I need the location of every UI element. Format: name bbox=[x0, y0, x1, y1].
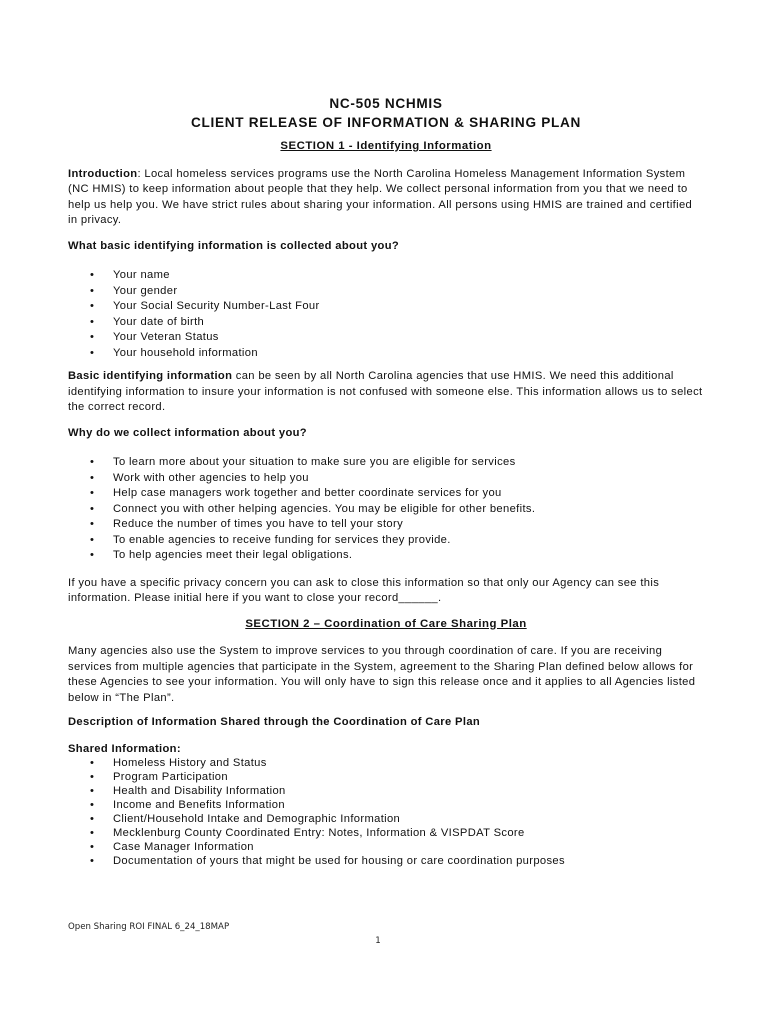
list-item: • Income and Benefits Information bbox=[113, 798, 704, 812]
list-item: • Documentation of yours that might be used for housing or care coordination purposes bbox=[113, 854, 704, 868]
introduction-text: : Local homeless services programs use the North Carolina Homeless Management Information System (NC HMIS) to keep information about people that they help. We collect personal information from you that we need to help us help you. We have strict rules about sharing your information. All persons using HMIS are trained and certified in privacy. bbox=[68, 167, 693, 226]
list-item: • Health and Disability Information bbox=[113, 784, 704, 798]
collected-items-list bbox=[68, 268, 704, 361]
list-item: • Help case managers work together and better coordinate services for you bbox=[113, 486, 704, 502]
shared-items-list bbox=[68, 756, 704, 868]
question-collected: What basic identifying information is collected about you? bbox=[68, 239, 400, 252]
list-item: • To help agencies meet their legal obligations. bbox=[113, 548, 704, 564]
list-item: • Client/Household Intake and Demographic Information bbox=[113, 812, 704, 826]
page-number: 1 bbox=[375, 936, 381, 946]
list-item: • Your Veteran Status bbox=[113, 330, 704, 346]
introduction-label: Introduction bbox=[68, 167, 138, 180]
list-item: • Your Social Security Number-Last Four bbox=[113, 299, 704, 315]
list-item: • Your name bbox=[113, 268, 704, 284]
question-why: Why do we collect information about you? bbox=[68, 426, 307, 439]
basic-info-text: can be seen by all North Carolina agencies that use HMIS. We need this additional identifying information to insure your information is not confused with someone else. This information allows us to select the correct record. bbox=[68, 370, 703, 413]
footer-doc-id: Open Sharing ROI FINAL 6_24_18MAP bbox=[68, 922, 230, 932]
section-1-heading: SECTION 1 - Identifying Information bbox=[280, 140, 492, 152]
title-line-2: CLIENT RELEASE OF INFORMATION & SHARING PLAN bbox=[190, 115, 582, 130]
list-item: • Work with other agencies to help you bbox=[113, 471, 704, 487]
list-item: • To learn more about your situation to make sure you are eligible for services bbox=[113, 455, 704, 471]
document-body bbox=[68, 94, 704, 868]
list-item: • Your date of birth bbox=[113, 315, 704, 331]
basic-info-label: Basic identifying information bbox=[68, 370, 233, 382]
list-item: • Your gender bbox=[113, 284, 704, 300]
reasons-list bbox=[68, 455, 704, 564]
list-item: • Reduce the number of times you have to tell your story bbox=[113, 517, 704, 533]
shared-description-heading: Description of Information Shared through the Coordination of Care Plan bbox=[68, 716, 481, 728]
list-item: • Program Participation bbox=[113, 770, 704, 784]
introduction-paragraph bbox=[68, 167, 704, 229]
list-item: • Case Manager Information bbox=[113, 840, 704, 854]
shared-information-label: Shared Information: bbox=[68, 742, 181, 755]
list-item: • To enable agencies to receive funding for services they provide. bbox=[113, 533, 704, 549]
list-item: • Your household information bbox=[113, 346, 704, 362]
list-item: • Connect you with other helping agencies. You may be eligible for other benefits. bbox=[113, 502, 704, 518]
title-line-1: NC-505 NCHMIS bbox=[329, 96, 443, 111]
privacy-paragraph: If you have a specific privacy concern you can ask to close this information so that only our Agency can see this information. Please initial here if you want to close your record______. bbox=[68, 576, 660, 604]
section-2-heading: SECTION 2 – Coordination of Care Sharing Plan bbox=[245, 617, 527, 630]
list-item: • Mecklenburg County Coordinated Entry: Notes, Information & VISPDAT Score bbox=[113, 826, 704, 840]
basic-info-paragraph bbox=[68, 369, 704, 416]
coordination-paragraph: Many agencies also use the System to improve services to you through coordination of care. If you are receiving services from multiple agencies that participate in the System, agreement to the Sharing Plan defined below allows for these Agencies to see your information. You will only have to sign this release once and it applies to all Agencies listed below in “The Plan”. bbox=[68, 645, 696, 704]
list-item: • Homeless History and Status bbox=[113, 756, 704, 770]
